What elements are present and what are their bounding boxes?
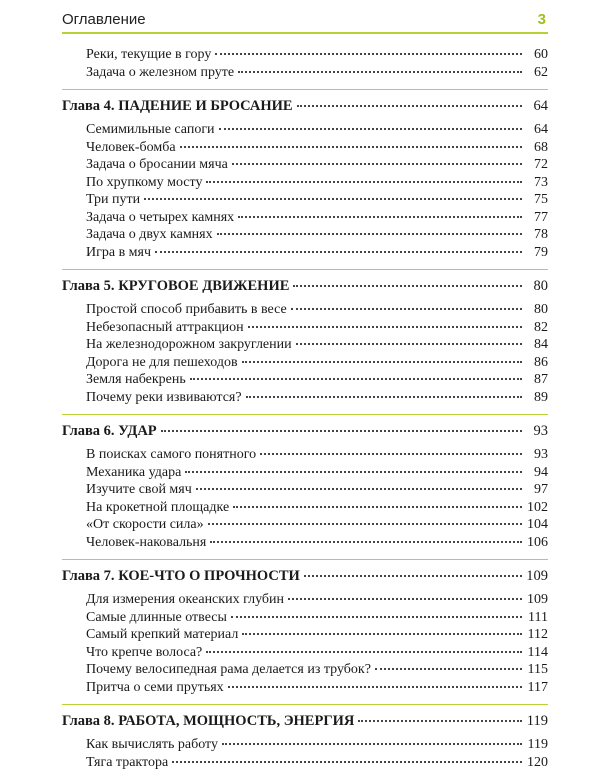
toc-entry <box>62 609 548 627</box>
entry-title: Как вычислять работу <box>86 736 218 754</box>
dot-leader <box>196 488 522 490</box>
dot-leader <box>231 616 522 618</box>
dot-leader <box>358 720 522 722</box>
dot-leader <box>190 378 522 380</box>
chapter-label: Глава 6. <box>62 423 115 439</box>
chapter-section <box>62 704 548 771</box>
entry-page-number: 119 <box>526 736 548 754</box>
chapter-section <box>62 269 548 406</box>
entry-title: Три пути <box>86 191 140 209</box>
dot-leader <box>242 361 522 363</box>
entry-page-number: 64 <box>526 121 548 139</box>
chapter-name: УДАР <box>118 423 156 439</box>
dot-leader <box>222 743 522 745</box>
entry-title: Самый крепкий материал <box>86 626 238 644</box>
chapter-section <box>62 414 548 551</box>
entry-title: На железнодорожном закруглении <box>86 336 292 354</box>
chapter-page-number: 109 <box>526 564 548 588</box>
entry-page-number: 87 <box>526 371 548 389</box>
chapter-heading <box>62 274 548 298</box>
toc-entry <box>62 464 548 482</box>
chapter-section <box>62 559 548 696</box>
chapter-title <box>62 94 293 118</box>
toc-entry <box>62 354 548 372</box>
chapter-name: КРУГОВОЕ ДВИЖЕНИЕ <box>118 278 289 294</box>
toc-entry <box>62 736 548 754</box>
dot-leader <box>260 453 522 455</box>
entry-title: Почему реки извиваются? <box>86 389 242 407</box>
entry-page-number: 115 <box>526 661 548 679</box>
entry-title: Земля набекрень <box>86 371 186 389</box>
toc-entry <box>62 156 548 174</box>
entry-page-number: 97 <box>526 481 548 499</box>
entry-title: Задача о двух камнях <box>86 226 213 244</box>
dot-leader <box>210 541 522 543</box>
entry-title: Задача о бросании мяча <box>86 156 228 174</box>
chapter-name: ПАДЕНИЕ И БРОСАНИЕ <box>118 98 292 114</box>
dot-leader <box>219 128 522 130</box>
entry-title: «От скорости сила» <box>86 516 204 534</box>
entry-title: Человек-бомба <box>86 139 176 157</box>
entry-page-number: 80 <box>526 301 548 319</box>
entry-page-number: 72 <box>526 156 548 174</box>
toc-entry <box>62 661 548 679</box>
toc-entry <box>62 319 548 337</box>
toc-entry <box>62 389 548 407</box>
toc-entry <box>62 516 548 534</box>
toc-entry <box>62 371 548 389</box>
entry-page-number: 114 <box>526 644 548 662</box>
toc-entry <box>62 626 548 644</box>
dot-leader <box>232 163 522 165</box>
entry-title: Небезопасный аттракцион <box>86 319 244 337</box>
chapter-name: РАБОТА, МОЩНОСТЬ, ЭНЕРГИЯ <box>118 713 354 729</box>
entry-title: По хрупкому мосту <box>86 174 202 192</box>
chapter-page-number: 80 <box>526 274 548 298</box>
page-number: 3 <box>538 11 546 28</box>
chapter-page-number: 64 <box>526 94 548 118</box>
toc-entry <box>62 644 548 662</box>
entry-page-number: 106 <box>526 534 548 552</box>
toc-entry <box>62 139 548 157</box>
chapter-title <box>62 419 157 443</box>
entry-title: В поисках самого понятного <box>86 446 256 464</box>
entry-title: Задача о железном пруте <box>86 64 234 82</box>
entry-page-number: 82 <box>526 319 548 337</box>
table-of-contents <box>62 46 548 771</box>
toc-entry <box>62 64 548 82</box>
dot-leader <box>242 633 522 635</box>
running-header <box>62 6 548 34</box>
dot-leader <box>248 326 522 328</box>
entry-title: Реки, текущие в гору <box>86 46 211 64</box>
dot-leader <box>238 216 522 218</box>
dot-leader <box>215 53 522 55</box>
dot-leader <box>293 285 522 287</box>
dot-leader <box>375 668 522 670</box>
entry-page-number: 112 <box>526 626 548 644</box>
entry-page-number: 62 <box>526 64 548 82</box>
chapter-heading <box>62 419 548 443</box>
entry-page-number: 73 <box>526 174 548 192</box>
toc-entry <box>62 534 548 552</box>
dot-leader <box>206 651 522 653</box>
entry-page-number: 60 <box>526 46 548 64</box>
chapter-name: КОЕ-ЧТО О ПРОЧНОСТИ <box>118 568 300 584</box>
entry-title: Человек-наковальня <box>86 534 206 552</box>
toc-entry <box>62 481 548 499</box>
chapter-heading <box>62 709 548 733</box>
entry-title: Дорога не для пешеходов <box>86 354 238 372</box>
entry-title: Притча о семи прутьях <box>86 679 224 697</box>
dot-leader <box>172 761 522 763</box>
continued-section <box>62 46 548 81</box>
chapter-page-number: 93 <box>526 419 548 443</box>
toc-entry <box>62 591 548 609</box>
chapter-section <box>62 89 548 261</box>
dot-leader <box>291 308 522 310</box>
entry-page-number: 77 <box>526 209 548 227</box>
dot-leader <box>161 430 522 432</box>
entry-title: Что крепче волоса? <box>86 644 202 662</box>
chapter-label: Глава 7. <box>62 568 115 584</box>
entry-title: Семимильные сапоги <box>86 121 215 139</box>
chapter-label: Глава 8. <box>62 713 115 729</box>
dot-leader <box>238 71 522 73</box>
dot-leader <box>206 181 522 183</box>
entry-page-number: 117 <box>526 679 548 697</box>
entry-title: Для измерения океанских глубин <box>86 591 284 609</box>
chapter-title <box>62 274 289 298</box>
chapter-label: Глава 4. <box>62 98 115 114</box>
entry-title: Механика удара <box>86 464 181 482</box>
header-title: Оглавление <box>62 11 146 28</box>
toc-entry <box>62 209 548 227</box>
toc-entry <box>62 46 548 64</box>
toc-entry <box>62 336 548 354</box>
dot-leader <box>296 343 522 345</box>
toc-entry <box>62 191 548 209</box>
dot-leader <box>233 506 522 508</box>
toc-entry <box>62 679 548 697</box>
chapter-title <box>62 709 354 733</box>
dot-leader <box>144 198 522 200</box>
entry-title: На крокетной площадке <box>86 499 229 517</box>
chapter-heading <box>62 564 548 588</box>
toc-entry <box>62 754 548 771</box>
entry-page-number: 109 <box>526 591 548 609</box>
dot-leader <box>217 233 522 235</box>
entry-page-number: 94 <box>526 464 548 482</box>
chapter-label: Глава 5. <box>62 278 115 294</box>
entry-page-number: 102 <box>526 499 548 517</box>
entry-page-number: 86 <box>526 354 548 372</box>
entry-title: Простой способ прибавить в весе <box>86 301 287 319</box>
entry-page-number: 89 <box>526 389 548 407</box>
dot-leader <box>185 471 522 473</box>
dot-leader <box>246 396 522 398</box>
entry-page-number: 68 <box>526 139 548 157</box>
dot-leader <box>180 146 522 148</box>
entry-page-number: 84 <box>526 336 548 354</box>
entry-title: Игра в мяч <box>86 244 151 262</box>
toc-entry <box>62 226 548 244</box>
toc-entry <box>62 174 548 192</box>
chapter-heading <box>62 94 548 118</box>
chapter-page-number: 119 <box>526 709 548 733</box>
entry-title: Задача о четырех камнях <box>86 209 234 227</box>
toc-entry <box>62 244 548 262</box>
entry-page-number: 104 <box>526 516 548 534</box>
dot-leader <box>228 686 522 688</box>
entry-title: Почему велосипедная рама делается из трубок? <box>86 661 371 679</box>
entry-page-number: 78 <box>526 226 548 244</box>
entry-title: Самые длинные отвесы <box>86 609 227 627</box>
entry-page-number: 93 <box>526 446 548 464</box>
dot-leader <box>208 523 522 525</box>
entry-title: Изучите свой мяч <box>86 481 192 499</box>
entry-page-number: 79 <box>526 244 548 262</box>
toc-entry <box>62 446 548 464</box>
entry-title: Тяга трактора <box>86 754 168 771</box>
entry-page-number: 120 <box>526 754 548 771</box>
dot-leader <box>155 251 522 253</box>
entry-page-number: 111 <box>526 609 548 627</box>
dot-leader <box>304 575 522 577</box>
toc-entry <box>62 499 548 517</box>
toc-entry <box>62 301 548 319</box>
entry-page-number: 75 <box>526 191 548 209</box>
toc-entry <box>62 121 548 139</box>
dot-leader <box>288 598 522 600</box>
chapter-title <box>62 564 300 588</box>
dot-leader <box>297 105 522 107</box>
